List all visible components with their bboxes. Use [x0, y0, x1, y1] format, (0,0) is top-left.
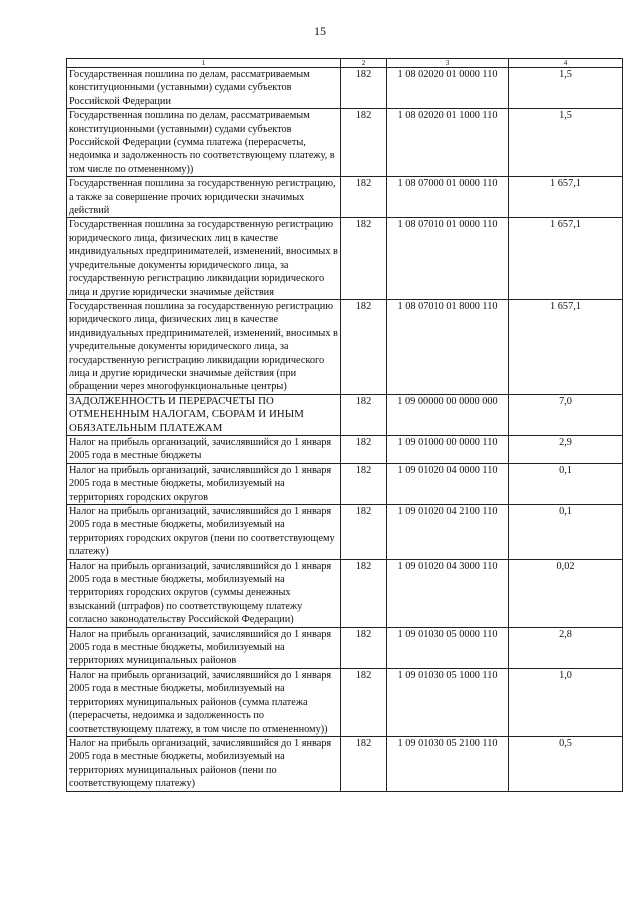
row-amount-cell: 0,5 — [509, 736, 623, 791]
row-name-cell: ЗАДОЛЖЕННОСТЬ И ПЕРЕРАСЧЕТЫ ПО ОТМЕНЕННЫМ НАЛОГАМ, СБОРАМ И ИНЫМ ОБЯЗАТЕЛЬНЫМ ПЛАТЕЖАМ — [67, 394, 341, 435]
row-amount-cell: 1,5 — [509, 109, 623, 177]
row-budget-code-cell: 1 08 02020 01 1000 110 — [387, 109, 509, 177]
row-amount-cell: 1,0 — [509, 668, 623, 736]
row-admin-code-cell: 182 — [341, 109, 387, 177]
table-header-row — [67, 59, 623, 68]
row-amount-cell: 1 657,1 — [509, 218, 623, 299]
row-name-cell: Государственная пошлина за государственную регистрацию, а также за совершение прочих юридически значимых действий — [67, 177, 341, 218]
row-admin-code-cell: 182 — [341, 463, 387, 504]
row-amount-cell: 0,1 — [509, 463, 623, 504]
row-admin-code-cell: 182 — [341, 299, 387, 394]
table-row — [67, 463, 623, 504]
table-row — [67, 627, 623, 668]
row-budget-code-cell: 1 09 01030 05 1000 110 — [387, 668, 509, 736]
row-amount-cell: 1 657,1 — [509, 299, 623, 394]
row-budget-code-cell: 1 08 07010 01 8000 110 — [387, 299, 509, 394]
row-budget-code-cell: 1 09 01030 05 0000 110 — [387, 627, 509, 668]
row-budget-code-cell: 1 09 01020 04 2100 110 — [387, 505, 509, 560]
row-admin-code-cell: 182 — [341, 435, 387, 463]
row-amount-cell: 0,1 — [509, 505, 623, 560]
row-amount-cell: 2,8 — [509, 627, 623, 668]
row-name-cell: Налог на прибыль организаций, зачислявшийся до 1 января 2005 года в местные бюджеты — [67, 435, 341, 463]
table-row — [67, 109, 623, 177]
row-admin-code-cell: 182 — [341, 177, 387, 218]
row-budget-code-cell: 1 09 00000 00 0000 000 — [387, 394, 509, 435]
row-name-cell: Налог на прибыль организаций, зачислявшийся до 1 января 2005 года в местные бюджеты, мобилизуемый на территориях муниципальных районов (сумма платежа (перерасчеты, недоимка и задолженность по соответствующему платежу, в том числе по отмененному)) — [67, 668, 341, 736]
row-amount-cell: 7,0 — [509, 394, 623, 435]
row-budget-code-cell: 1 09 01020 04 0000 110 — [387, 463, 509, 504]
row-amount-cell: 2,9 — [509, 435, 623, 463]
table-row — [67, 505, 623, 560]
row-name-cell: Государственная пошлина за государственную регистрацию юридического лица, физических лиц в качестве индивидуальных предпринимателей, изменений, вносимых в учредительные документы юридического лица, за государственную регистрацию ликвидации юридического лица и другие юридически значимые действия (при обращении через многофункциональные центры) — [67, 299, 341, 394]
row-name-cell: Налог на прибыль организаций, зачислявшийся до 1 января 2005 года в местные бюджеты, мобилизуемый на территориях муниципальных районов — [67, 627, 341, 668]
row-name-cell: Налог на прибыль организаций, зачислявшийся до 1 января 2005 года в местные бюджеты, мобилизуемый на территориях городских округов (пени по соответствующему платежу) — [67, 505, 341, 560]
table-row — [67, 736, 623, 791]
row-budget-code-cell: 1 08 02020 01 0000 110 — [387, 68, 509, 109]
header-col-2: 2 — [341, 59, 387, 68]
table-row — [67, 668, 623, 736]
row-admin-code-cell: 182 — [341, 394, 387, 435]
row-name-cell: Государственная пошлина за государственную регистрацию юридического лица, физических лиц в качестве индивидуальных предпринимателей, изменений, вносимых в учредительные документы юридического лица, за государственную регистрацию ликвидации юридического лица и другие юридически значимые действия — [67, 218, 341, 299]
revenue-table — [66, 58, 623, 792]
page-number: 15 — [314, 24, 326, 38]
row-amount-cell: 1,5 — [509, 68, 623, 109]
row-admin-code-cell: 182 — [341, 505, 387, 560]
table-row — [67, 299, 623, 394]
row-name-cell: Государственная пошлина по делам, рассматриваемым конституционными (уставными) судами субъектов Российской Федерации (сумма платежа (перерасчеты, недоимка и задолженность по соответствующему платежу, в том числе по отмененному)) — [67, 109, 341, 177]
row-budget-code-cell: 1 08 07000 01 0000 110 — [387, 177, 509, 218]
row-amount-cell: 1 657,1 — [509, 177, 623, 218]
header-col-3: 3 — [387, 59, 509, 68]
row-budget-code-cell: 1 09 01030 05 2100 110 — [387, 736, 509, 791]
table-row — [67, 68, 623, 109]
table-row — [67, 435, 623, 463]
table-row — [67, 218, 623, 299]
header-col-1: 1 — [67, 59, 341, 68]
row-budget-code-cell: 1 08 07010 01 0000 110 — [387, 218, 509, 299]
row-admin-code-cell: 182 — [341, 218, 387, 299]
row-name-cell: Налог на прибыль организаций, зачислявшийся до 1 января 2005 года в местные бюджеты, мобилизуемый на территориях муниципальных районов (пени по соответствующему платежу) — [67, 736, 341, 791]
row-admin-code-cell: 182 — [341, 668, 387, 736]
row-admin-code-cell: 182 — [341, 627, 387, 668]
row-amount-cell: 0,02 — [509, 559, 623, 627]
row-name-cell: Государственная пошлина по делам, рассматриваемым конституционными (уставными) судами субъектов Российской Федерации — [67, 68, 341, 109]
row-name-cell: Налог на прибыль организаций, зачислявшийся до 1 января 2005 года в местные бюджеты, мобилизуемый на территориях городских округов — [67, 463, 341, 504]
header-col-4: 4 — [509, 59, 623, 68]
row-admin-code-cell: 182 — [341, 736, 387, 791]
table-row — [67, 177, 623, 218]
row-budget-code-cell: 1 09 01020 04 3000 110 — [387, 559, 509, 627]
table-row — [67, 559, 623, 627]
row-admin-code-cell: 182 — [341, 559, 387, 627]
table-row — [67, 394, 623, 435]
row-name-cell: Налог на прибыль организаций, зачислявшийся до 1 января 2005 года в местные бюджеты, мобилизуемый на территориях городских округов (суммы денежных взысканий (штрафов) по соответствующему платежу согласно законодательству Российской Федерации) — [67, 559, 341, 627]
row-budget-code-cell: 1 09 01000 00 0000 110 — [387, 435, 509, 463]
row-admin-code-cell: 182 — [341, 68, 387, 109]
